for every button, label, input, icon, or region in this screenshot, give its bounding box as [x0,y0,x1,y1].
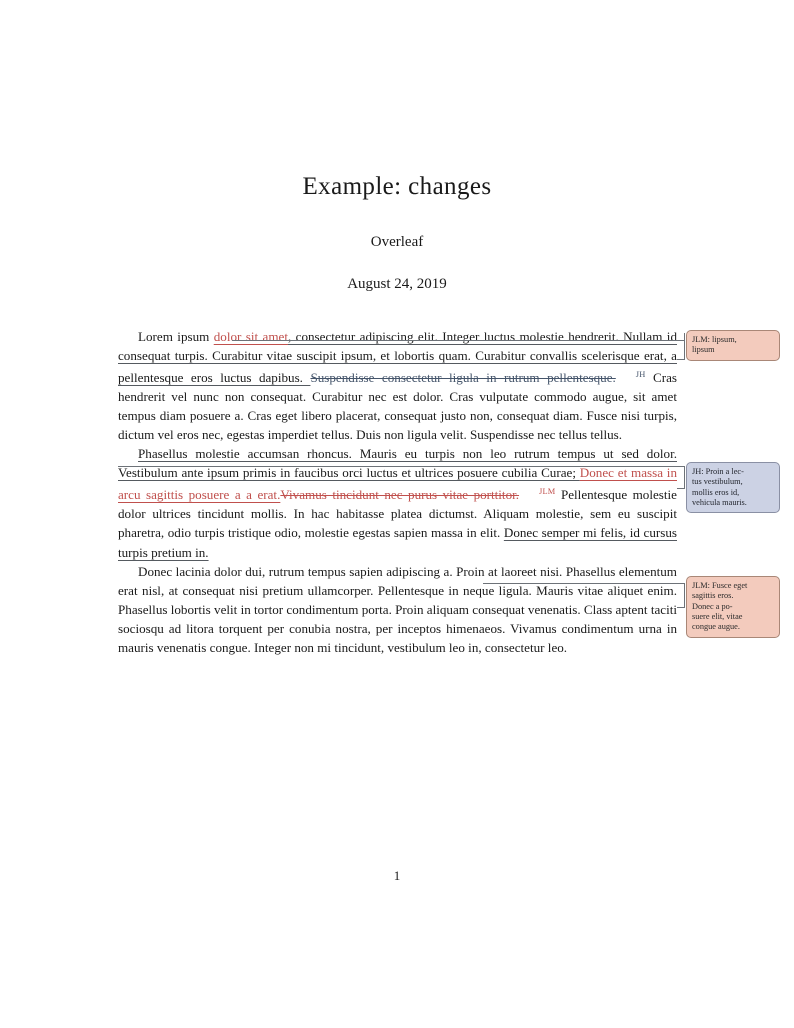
title-block [0,172,794,293]
paragraph-1 [118,327,677,444]
paragraph-2-comment-highlight: Donec semper mi felis, id cursus turpis pretium in. [118,525,677,560]
leader-line-note-1-vertical [684,333,685,359]
margin-note-2[interactable] [686,462,780,513]
page-title: Example: changes [302,173,492,200]
paragraph-3 [118,562,677,657]
paragraph-3-text: Donec lacinia dolor dui, rutrum tempus sapien adipiscing a. Proin at laoreet nisi. Phasellus elementum erat nisl, at consequat nisi pretium ullamcorper. Pellentesque in neque ligula. Mauris vitae aliquet enim. Phasellus lobortis velit in tortor condimentum porta. Proin aliquam consequat venenatis. Class aptent taciti sociosqu ad litora torquent per conubia nostra, per inceptos himenaeos. Vivamus condimentum urna in mauris venenatis congue. Integer non mi tincidunt, vestibulum leo in, consectetur leo. [118,563,677,655]
margin-note-2-line-4: vehicula mauris. [692,498,747,508]
paragraph-2-text-middle: Pellentesque molestie dolor ultrices tincidunt mollis. In hac habitasse platea dictumst. Aliquam molestie, sem eu suscipit pharetra, odio turpis tristique odio, molestie egestas sapien massa in elit. [118,487,677,541]
inserted-text-dolor-sit-amet: dolor sit amet [213,329,288,344]
margin-note-3-line-5: congue augue. [692,622,740,632]
leader-line-note-1-horizontal [232,340,684,341]
deleted-text-suspendisse: Suspendisse consectetur ligula in rutrum pellentesque. [310,370,616,386]
leader-line-note-2-horizontal [118,466,684,467]
leader-line-note-2-stub [677,488,685,489]
leader-line-note-3-stub [677,607,685,608]
paragraph-2 [118,444,677,561]
margin-note-3-line-1: JLM: Fusce eget [692,581,748,590]
paragraph-1-text-before-insertion: Lorem ipsum [138,329,214,344]
leader-line-note-3-vertical [684,583,685,607]
change-author-mark-jh: JH [635,370,646,380]
document-date: August 24, 2019 [347,276,447,292]
margin-note-3[interactable] [686,576,780,638]
inserted-text-donec-et-massa: Donec et massa in arcu sagittis posuere a a erat. [118,465,677,503]
change-author-mark-jlm: JLM [539,487,556,497]
margin-note-2-line-2: tus vestibulum, [692,477,743,487]
leader-line-note-3-horizontal [483,583,684,584]
deleted-text-vivamus-tincidunt: Vivamus tincidunt nec purus vitae porttitor. [280,487,520,503]
margin-note-3-line-2: sagittis eros. [692,591,734,601]
margin-note-1[interactable] [686,330,780,361]
margin-note-1-line-2: lipsum [692,345,715,355]
leader-line-note-1-stub [677,359,685,360]
paragraph-1-commented-span: , consectetur adipiscing elit. Integer luctus molestie hendrerit. Nullam id consequat turpis. Curabitur vitae suscipit ipsum, et lobortis quam. Curabitur convallis scelerisque erat, a pellentesque eros luctus dapibus. [118,329,677,386]
document-body [118,327,677,657]
page-number: 1 [393,868,401,883]
margin-note-1-line-1: JLM: lipsum, [692,335,737,344]
document-author: Overleaf [370,234,424,250]
margin-note-3-line-4: suere elit, vitae [692,612,743,622]
margin-note-2-line-1: JH: Proin a lec- [692,467,744,476]
margin-note-3-line-3: Donec a po- [692,601,733,611]
leader-line-note-2-vertical [684,466,685,488]
paragraph-1-text-after-deletion: Cras hendrerit vel nunc non consequat. Curabitur nec est dolor. Cras vulputate commodo augue, sit amet tempus diam posuere a. Cras eget libero placerat, consequat justo non, consequat diam. Fusce nisi turpis, dictum vel eros nec, egestas imperdiet tellus. Duis non ligula velit. Suspendisse nec tellus tellus. [118,370,677,443]
margin-note-2-line-3: mollis eros id, [692,487,740,497]
paragraph-2-commented-span: Phasellus molestie accumsan rhoncus. Mauris eu turpis non leo rutrum tempus ut sed dolor. Vestibulum ante ipsum primis in faucibus orci luctus et ultrices posuere cubilia Curae; [118,446,677,481]
